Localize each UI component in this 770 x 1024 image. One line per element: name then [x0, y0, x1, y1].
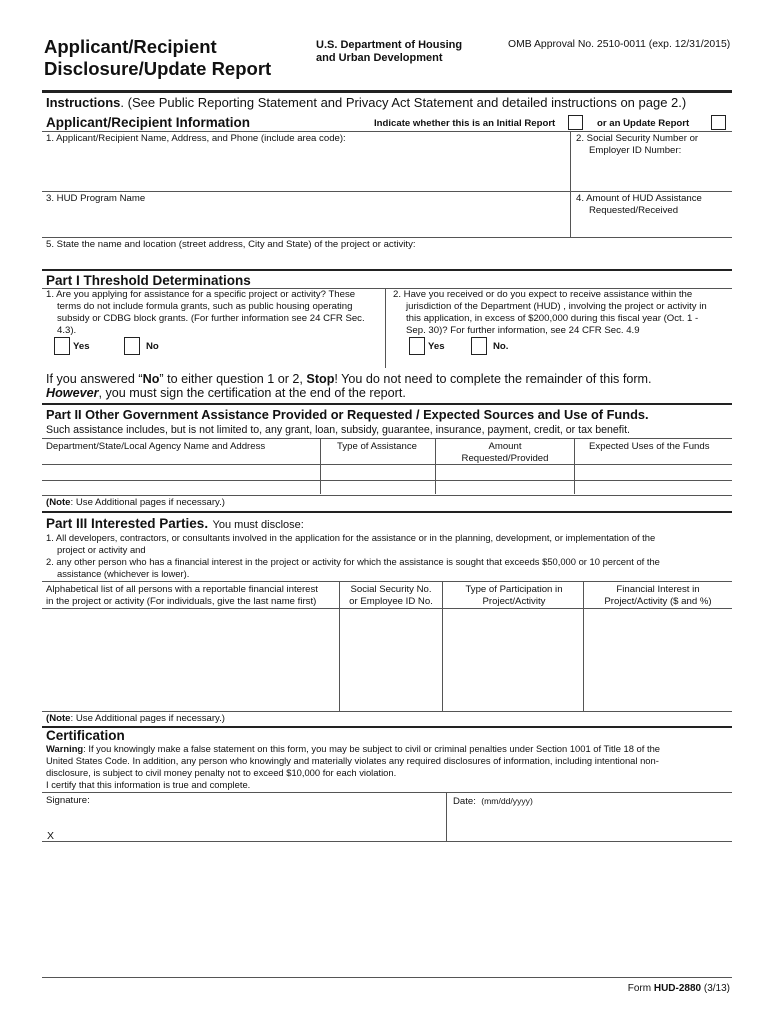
applicant-name-address-field[interactable]	[43, 146, 569, 190]
part1-question1	[46, 289, 365, 337]
field2-label-line1: 2. Social Security Number or	[576, 133, 699, 144]
form-number-rev: (3/13)	[701, 983, 730, 994]
date-label-row	[453, 795, 533, 808]
part2-row2-amount-field[interactable]	[437, 481, 573, 494]
department-line1: U.S. Department of Housing	[316, 39, 463, 51]
certify-statement: I certify that this information is true and complete.	[46, 779, 251, 790]
rule-applicant-bottom	[42, 237, 732, 238]
part3-col3-header	[444, 584, 584, 608]
stop-note-e: ! You do not need to complete the remainder of this form.	[334, 372, 652, 386]
part3-financial-interest-field[interactable]	[585, 609, 731, 710]
part3-divider-1	[339, 581, 340, 711]
part3-col1-header	[46, 584, 318, 608]
warning-text-1: : If you knowingly make a false statement on this form, you may be subject to civil or criminal penalties under Section 1001 of Title 18 of the	[83, 743, 661, 754]
part3-note	[46, 713, 225, 725]
part1-heading: Part I Threshold Determinations	[46, 273, 251, 288]
omb-approval: OMB Approval No. 2510-0011 (exp. 12/31/2015)	[508, 39, 731, 50]
hud-program-name-field[interactable]	[43, 206, 569, 236]
q2-line1: 2. Have you received or do you expect to receive assistance within the	[393, 289, 693, 300]
stop-note-however: However	[46, 386, 99, 400]
instructions-label: Instructions	[46, 95, 121, 110]
part2-col3-header	[436, 441, 574, 465]
rule-part2-header	[42, 438, 732, 439]
part3-divider-2	[442, 581, 443, 711]
certification-warning	[46, 743, 660, 791]
stop-note-line1	[46, 372, 652, 386]
q2-line4: Sep. 30)? For further information, see 24 CFR Sec. 4.9	[406, 325, 640, 336]
part2-divider-2	[435, 438, 436, 494]
part3-col2-line1: Social Security No.	[350, 584, 432, 595]
form-title-line1: Applicant/Recipient	[44, 36, 217, 57]
rule-part2-top	[42, 403, 732, 405]
part3-note-label: (Note	[46, 713, 71, 724]
part3-heading-row	[46, 515, 304, 533]
part2-col2-header: Type of Assistance	[337, 441, 417, 452]
part3-persons-field[interactable]	[43, 609, 338, 710]
part3-item1-line1: 1. All developers, contractors, or consultants involved in the application for the assistance or in the planning, development, or implementation of the	[46, 532, 656, 543]
q2-no-label: No.	[493, 341, 509, 352]
q1-line3: subsidy or CDBG block grants. (For further information see 24 CFR Sec.	[57, 313, 365, 324]
part3-item2-line2: assistance (whichever is lower).	[57, 568, 190, 579]
part2-divider-1	[320, 438, 321, 494]
rule-part3-bottom	[42, 711, 732, 712]
q1-line4: 4.3).	[57, 325, 77, 336]
form-number-prefix: Form	[627, 983, 654, 994]
divider-part1	[385, 288, 386, 368]
project-location-field[interactable]	[43, 252, 731, 268]
part3-col4-line1: Financial Interest in	[616, 584, 700, 595]
initial-report-checkbox[interactable]	[568, 115, 583, 130]
stop-note-line2	[46, 386, 652, 400]
part2-row1-uses-field[interactable]	[576, 465, 731, 479]
signature-x: X	[47, 830, 55, 842]
field2-label-line2: Employer ID Number:	[589, 145, 682, 156]
form-title-line2: Disclosure/Update Report	[44, 58, 272, 79]
q2-yes-label: Yes	[428, 341, 445, 352]
date-label: Date:	[453, 796, 476, 807]
warning-line2: United States Code. In addition, any person who knowingly and materially violates any required disclosures of information, including intentional non-	[46, 755, 659, 766]
part3-col4-line2: Project/Activity ($ and %)	[604, 596, 712, 607]
part3-col1-line1: Alphabetical list of all persons with a reportable financial interest	[46, 584, 318, 595]
part2-note-label: (Note	[46, 497, 71, 508]
q2-no-checkbox[interactable]	[471, 337, 487, 355]
divider-col-applicant	[570, 131, 571, 237]
stop-note-no: No	[142, 372, 160, 386]
rule-applicant-top	[42, 131, 732, 132]
part3-divider-3	[583, 581, 584, 711]
field4-label	[576, 193, 702, 217]
stop-note-a: If you answered “	[46, 372, 143, 386]
part3-col1-line2: in the project or activity (For individuals, give the last name first)	[46, 596, 317, 607]
stop-note-f: , you must sign the certification at the end of the report.	[98, 386, 406, 400]
q1-no-label: No	[146, 341, 159, 352]
department-name	[316, 39, 462, 65]
part1-stop-note	[46, 372, 652, 400]
q2-yes-checkbox[interactable]	[409, 337, 425, 355]
part2-col4-header: Expected Uses of the Funds	[589, 441, 710, 452]
header-rule	[42, 90, 732, 93]
q2-line3: this application, in excess of $200,000 during this fiscal year (Oct. 1 -	[406, 313, 699, 324]
part2-subheading: Such assistance includes, but is not limited to, any grant, loan, subsidy, guarantee, insurance, payment, credit, or tax benefit.	[46, 424, 630, 436]
q1-line1: 1. Are you applying for assistance for a specific project or activity? These	[46, 289, 356, 300]
part2-row1-type-field[interactable]	[322, 465, 434, 479]
part3-participation-field[interactable]	[444, 609, 582, 710]
applicant-info-heading: Applicant/Recipient Information	[46, 115, 251, 130]
date-field[interactable]	[448, 808, 731, 840]
certification-heading: Certification	[46, 728, 125, 743]
part2-row1-agency-field[interactable]	[43, 465, 319, 479]
form-number	[628, 983, 730, 995]
instructions-text: . (See Public Reporting Statement and Privacy Act Statement and detailed instructions on page 2.)	[120, 95, 687, 110]
rule-part3-header	[42, 581, 732, 582]
part3-heading-tail: You must disclose:	[212, 519, 304, 531]
part2-row1-amount-field[interactable]	[437, 465, 573, 479]
rule-part1-top	[42, 269, 732, 271]
part3-item1-line2: project or activity and	[57, 544, 146, 555]
date-format: (mm/dd/yyyy)	[481, 796, 533, 806]
q2-line2: jurisdiction of the Department (HUD) , involving the project or activity in	[406, 301, 707, 312]
field5-label: 5. State the name and location (street address, City and State) of the project or activity:	[46, 239, 416, 250]
rule-signature-top	[42, 792, 732, 793]
form-number-id: HUD-2880	[653, 983, 702, 994]
part2-row2-agency-field[interactable]	[43, 481, 319, 494]
part2-note	[46, 497, 225, 509]
part3-col3-line2: Project/Activity	[482, 596, 546, 607]
field1-label: 1. Applicant/Recipient Name, Address, and Phone (include area code):	[46, 133, 346, 144]
stop-note-c: ” to either question 1 or 2,	[159, 372, 307, 386]
signature-divider	[446, 792, 447, 841]
part1-question2	[393, 289, 707, 337]
part3-ssn-field[interactable]	[341, 609, 441, 710]
q1-line2: terms do not include formula grants, such as public housing operating	[57, 301, 353, 312]
initial-report-label: Indicate whether this is an Initial Report	[374, 118, 556, 129]
part2-heading: Part II Other Government Assistance Provided or Requested / Expected Sources and Use of Funds.	[46, 407, 649, 422]
rule-cert-top	[42, 726, 732, 728]
field4-label-line2: Requested/Received	[589, 205, 679, 216]
rule-part2-row3	[42, 495, 732, 496]
part2-col1-header: Department/State/Local Agency Name and Address	[46, 441, 266, 452]
update-report-label: or an Update Report	[597, 118, 690, 129]
part3-col2-header	[341, 584, 441, 608]
part2-col3-line1: Amount	[488, 441, 522, 452]
part2-divider-3	[574, 438, 575, 494]
department-line2: and Urban Development	[316, 52, 443, 64]
q1-no-checkbox[interactable]	[124, 337, 140, 355]
warning-line3: disclosure, is subject to civil money penalty not to exceed $10,000 for each violation.	[46, 767, 397, 778]
part3-items	[46, 532, 660, 580]
warning-line1	[46, 743, 660, 755]
stop-note-stop: Stop	[306, 372, 335, 386]
part3-col4-header	[584, 584, 732, 608]
warning-label: Warning	[46, 743, 84, 754]
field4-label-line1: 4. Amount of HUD Assistance	[576, 193, 702, 204]
q1-yes-label: Yes	[73, 341, 90, 352]
field3-label: 3. HUD Program Name	[46, 193, 146, 204]
field2-label	[576, 133, 698, 157]
rule-signature-bottom	[42, 841, 732, 842]
part2-row2-type-field[interactable]	[322, 481, 434, 494]
part3-col3-line1: Type of Participation in	[465, 584, 563, 595]
hud-assistance-amount-field[interactable]	[572, 218, 730, 236]
q1-yes-checkbox[interactable]	[54, 337, 70, 355]
rule-applicant-mid	[42, 191, 732, 192]
part3-col2-line2: or Employee ID No.	[349, 596, 433, 607]
signature-label: Signature:	[46, 795, 90, 806]
part2-note-text: : Use Additional pages if necessary.)	[70, 497, 225, 508]
part3-item2-line1: 2. any other person who has a financial interest in the project or activity for which the assistance is sought that exceeds $50,000 or 10 percent of the	[46, 556, 660, 567]
rule-part3-top	[42, 511, 732, 513]
form-title	[44, 36, 271, 80]
part2-row2-uses-field[interactable]	[576, 481, 731, 494]
signature-field[interactable]	[43, 808, 445, 840]
part2-col3-line2: Requested/Provided	[461, 453, 549, 464]
part3-heading: Part III Interested Parties.	[46, 516, 209, 531]
ssn-employer-id-field[interactable]	[572, 158, 730, 190]
instructions	[46, 95, 686, 111]
footer-rule	[42, 977, 732, 978]
update-report-checkbox[interactable]	[711, 115, 726, 130]
part3-note-text: : Use Additional pages if necessary.)	[70, 713, 225, 724]
